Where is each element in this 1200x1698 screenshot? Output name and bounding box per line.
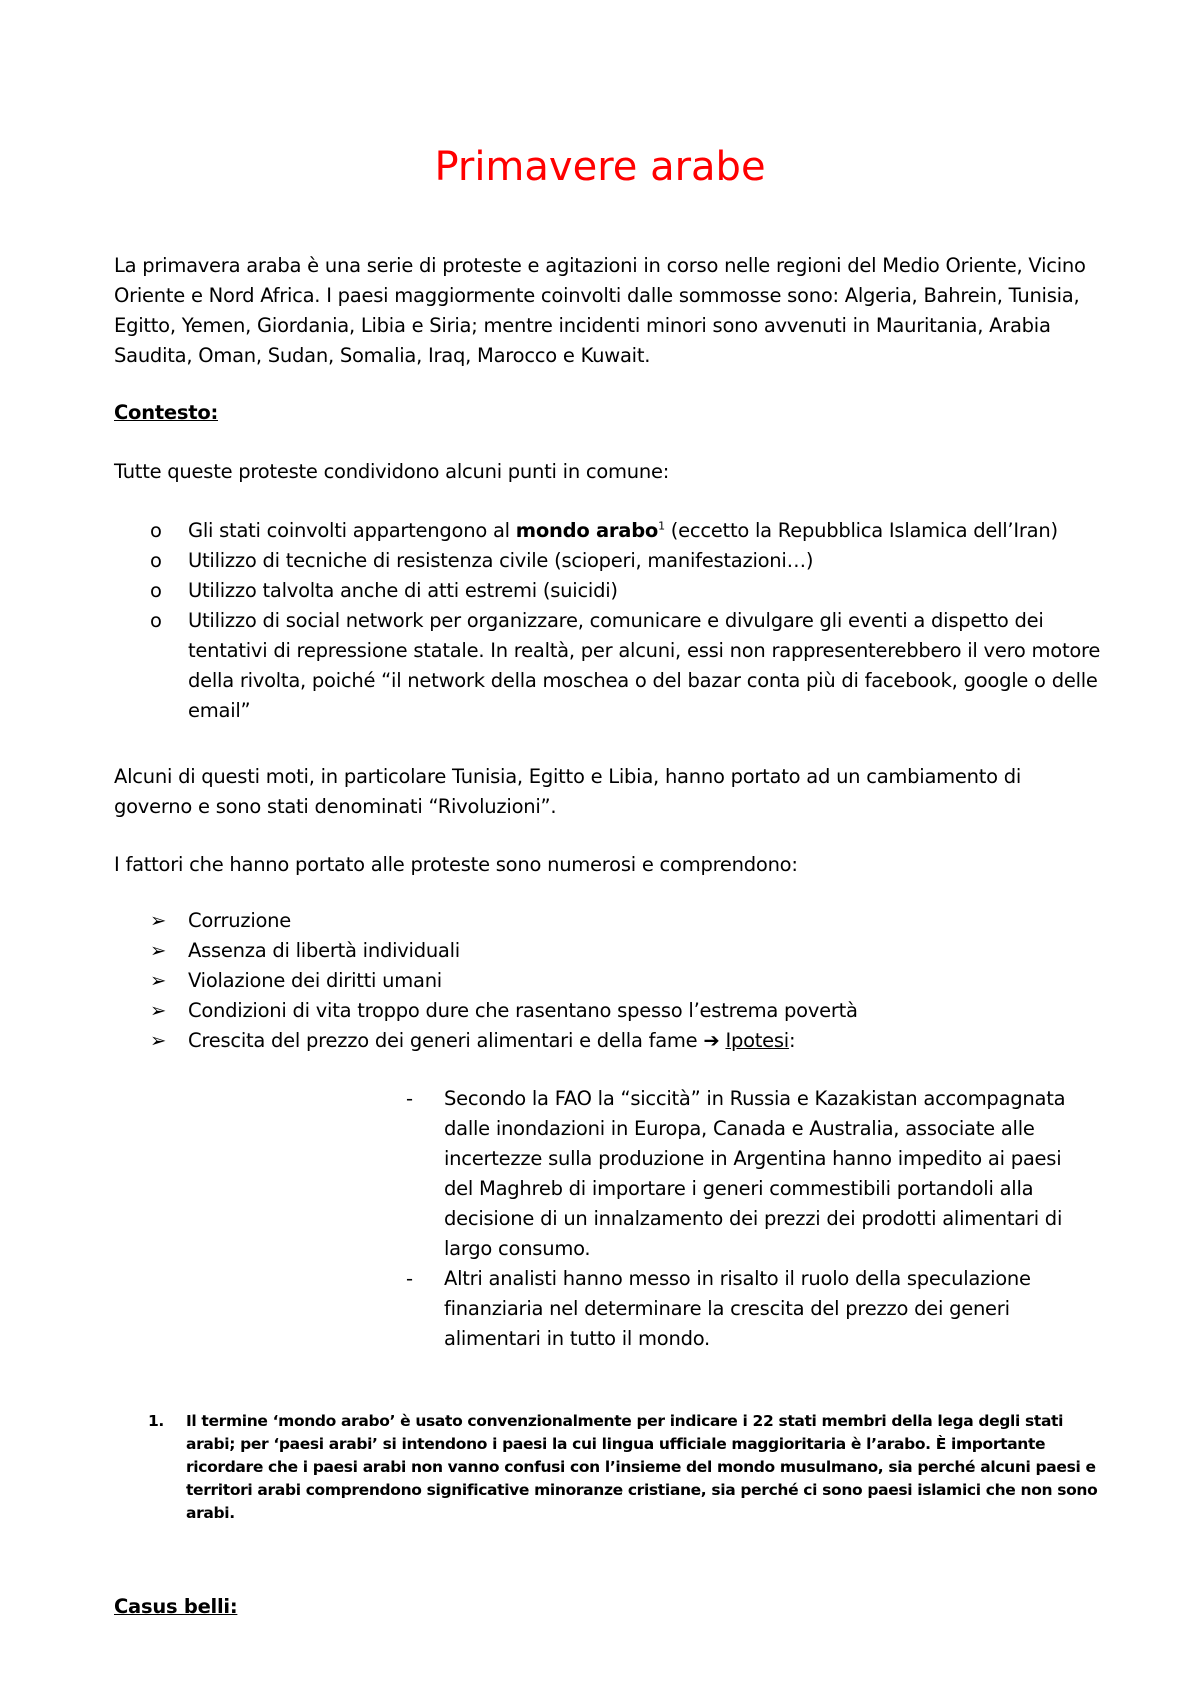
list-item: ➢ Condizioni di vita troppo dure che rasentano spesso l’estrema povertà bbox=[114, 996, 1104, 1026]
dash-bullet-icon: - bbox=[406, 1267, 413, 1290]
arrow-bullet-icon: ➢ bbox=[150, 999, 167, 1022]
arrow-bullet-icon: ➢ bbox=[150, 1029, 167, 1052]
fattori-intro: I fattori che hanno portato alle proteste sono numerosi e comprendono: bbox=[114, 853, 798, 876]
casus-belli-heading: Casus belli: bbox=[114, 1595, 238, 1618]
right-arrow-icon: ➔ bbox=[703, 1029, 720, 1052]
list-item: - Altri analisti hanno messo in risalto il ruolo della speculazione finanziaria nel determinare la crescita del prezzo dei generi alimentari in tutto il mondo. bbox=[404, 1264, 1094, 1354]
list-item: ➢ Assenza di libertà individuali bbox=[114, 936, 1104, 966]
list-item: o Utilizzo talvolta anche di atti estremi (suicidi) bbox=[114, 576, 1104, 606]
document-title: Primavere arabe bbox=[434, 144, 766, 190]
list-item: o Utilizzo di social network per organizzare, comunicare e divulgare gli eventi a dispetto dei tentativi di repressione statale. In realtà, per alcuni, essi non rappresenterebbero il vero motore della rivolta, poiché “il network della moschea o del bazar conta più di facebook, google o delle email” bbox=[114, 606, 1104, 726]
footnote-reference[interactable]: 1 bbox=[658, 519, 665, 533]
rivoluzioni-paragraph: Alcuni di questi moti, in particolare Tunisia, Egitto e Libia, hanno portato ad un cambiamento di governo e sono stati denominati “Rivoluzioni”. bbox=[114, 765, 1022, 818]
arrow-bullet-icon: ➢ bbox=[150, 939, 167, 962]
footnote-text: Il termine ‘mondo arabo’ è usato convenzionalmente per indicare i 22 stati membri della lega degli stati arabi; per ‘paesi arabi’ si intendono i paesi la cui lingua ufficiale maggioritaria è l’arabo. È importante ricordare che i paesi arabi non vanno confusi con l’insieme del mondo musulmano, sia perché alcuni paesi e territori arabi comprendono significative minoranze cristiane, sia perché ci sono paesi islamici che non sono arabi. bbox=[186, 1412, 1098, 1522]
circle-bullet-icon: o bbox=[150, 519, 162, 542]
contesto-intro: Tutte queste proteste condividono alcuni punti in comune: bbox=[114, 460, 670, 483]
list-item: o Gli stati coinvolti appartengono al mondo arabo$^1$ (eccetto la Repubblica Islamica dell’Iran) bbox=[114, 516, 1104, 546]
footnote-number: 1. bbox=[148, 1412, 164, 1430]
circle-bullet-icon: o bbox=[150, 549, 162, 572]
arrow-bullet-icon: ➢ bbox=[150, 909, 167, 932]
ipotesi-label: Ipotesi bbox=[725, 1029, 789, 1052]
list-item: o Utilizzo di tecniche di resistenza civile (scioperi, manifestazioni…) bbox=[114, 546, 1104, 576]
circle-bullet-icon: o bbox=[150, 579, 162, 602]
dash-bullet-icon: - bbox=[406, 1087, 413, 1110]
mondo-arabo-term: mondo arabo bbox=[515, 519, 659, 542]
circle-bullet-icon: o bbox=[150, 609, 162, 632]
contesto-heading: Contesto: bbox=[114, 401, 219, 424]
fattori-list bbox=[114, 906, 1104, 1056]
arrow-bullet-icon: ➢ bbox=[150, 969, 167, 992]
intro-paragraph: La primavera araba è una serie di proteste e agitazioni in corso nelle regioni del Medio Oriente, Vicino Oriente e Nord Africa. I paesi maggiormente coinvolti dalle sommosse sono: Algeria, Bahrein, Tunisia, Egitto, Yemen, Giordania, Libia e Siria; mentre incidenti minori sono avvenuti in Mauritania, Arabia Saudita, Oman, Sudan, Somalia, Iraq, Marocco e Kuwait. bbox=[114, 254, 1086, 367]
ipotesi-list bbox=[404, 1084, 1094, 1354]
list-item: ➢ Corruzione bbox=[114, 906, 1104, 936]
footnote bbox=[148, 1410, 1108, 1525]
contesto-list bbox=[114, 516, 1104, 726]
list-item: ➢ Violazione dei diritti umani bbox=[114, 966, 1104, 996]
list-item: ➢ Crescita del prezzo dei generi alimentari e della fame ➔ Ipotesi: bbox=[114, 1026, 1104, 1056]
list-item: - Secondo la FAO la “siccità” in Russia e Kazakistan accompagnata dalle inondazioni in Europa, Canada e Australia, associate alle incertezze sulla produzione in Argentina hanno impedito ai paesi del Maghreb di importare i generi commestibili portandoli alla decisione di un innalzamento dei prezzi dei prodotti alimentari di largo consumo. bbox=[404, 1084, 1094, 1264]
